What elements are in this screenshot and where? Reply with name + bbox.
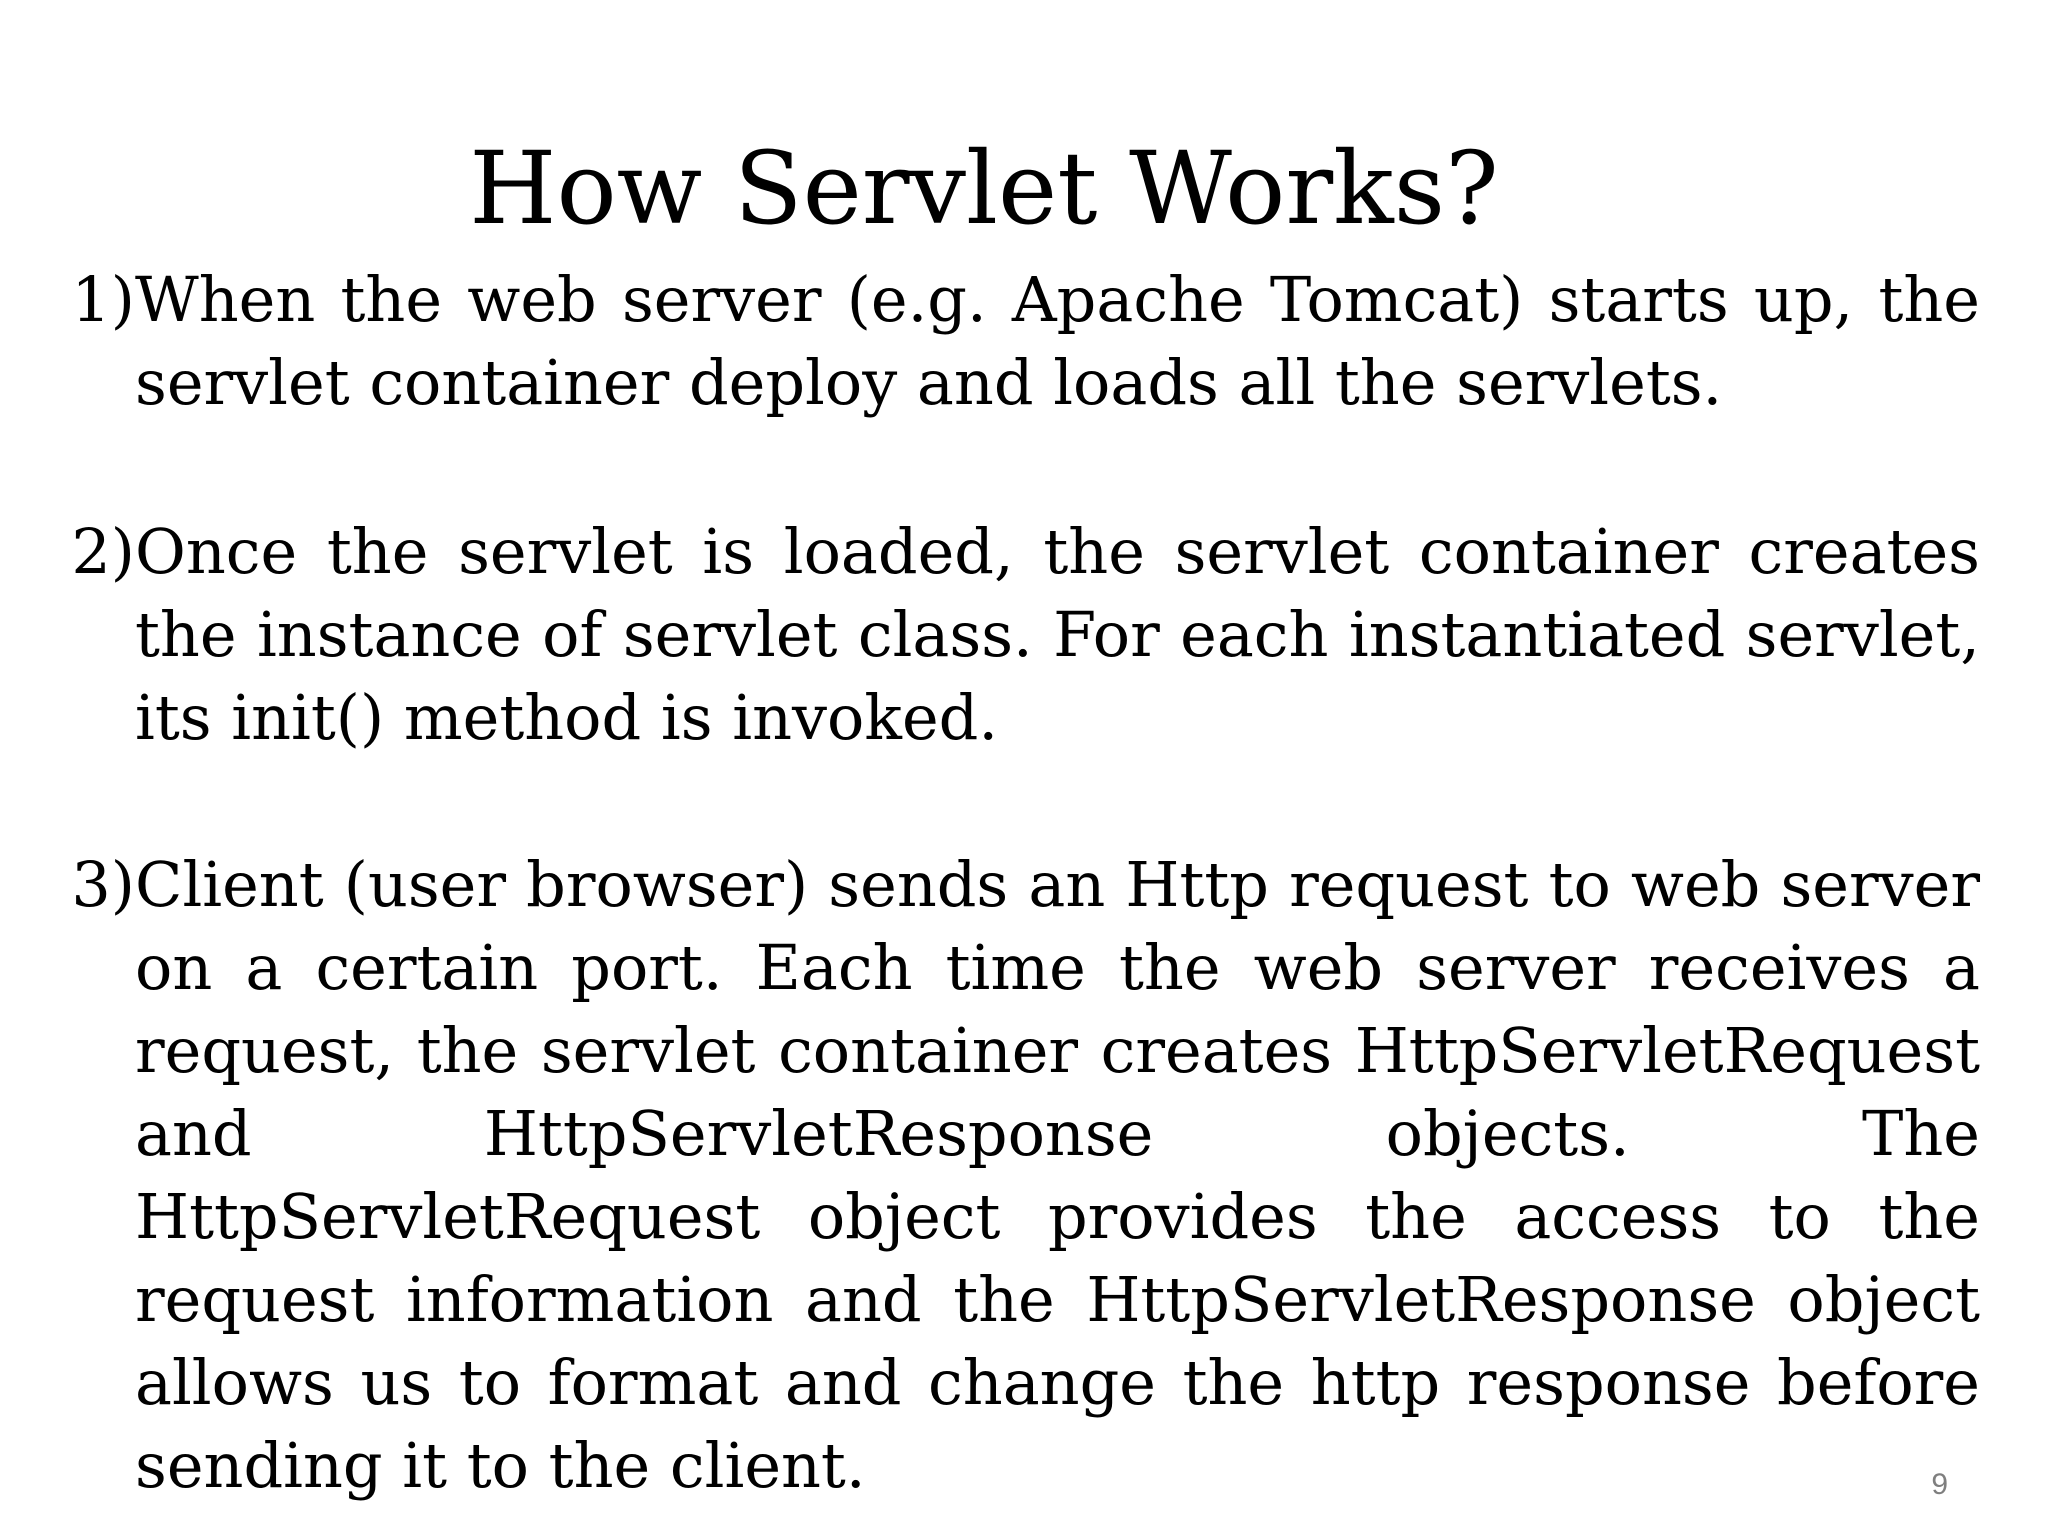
list-item-number-3: 3)	[71, 848, 135, 921]
list-item-number-1: 1)	[71, 263, 135, 336]
list-item-text-2: Once the servlet is loaded, the servlet container creates the instance of servlet class. For each instantiated servlet, its init() method is invoked.	[135, 515, 1980, 754]
list-item-text-1: When the web server (e.g. Apache Tomcat) starts up, the servlet container deploy and loads all the servlets.	[135, 263, 1980, 419]
slide-title: How Servlet Works?	[469, 130, 1499, 247]
list-item-text-3: Client (user browser) sends an Http request to web server on a certain port. Each time the web server receives a request, the servlet container creates HttpServletRequest and HttpServletResponse objects. The HttpServletRequest object provides the access to the request information and the HttpServletResponse object allows us to format and change the http response before sending it to the client.	[135, 848, 1980, 1502]
list-item-number-2: 2)	[71, 515, 135, 588]
page-number: 9	[1931, 1468, 1948, 1501]
